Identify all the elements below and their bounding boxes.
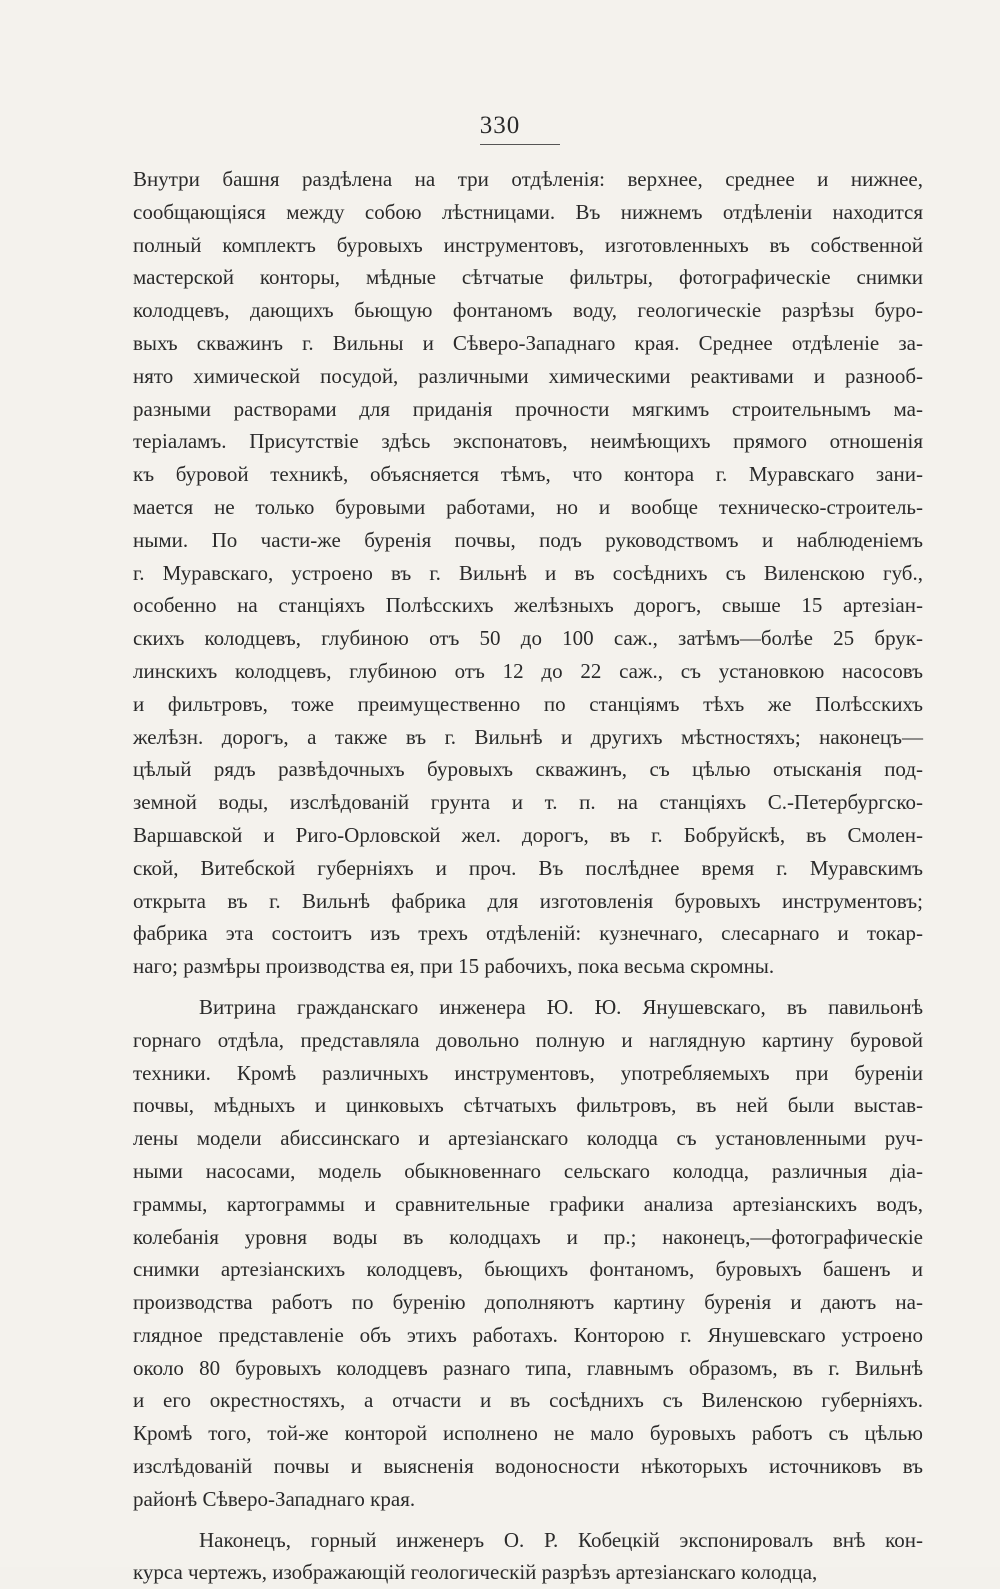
text-line: особенно на станціяхъ Полѣсскихъ желѣзныхъ дорогъ, свыше 15 артезіан- bbox=[133, 593, 923, 618]
text-line: Витрина гражданскаго инженера Ю. Ю. Янушевскаго, въ павильонѣ bbox=[199, 994, 923, 1019]
body-text bbox=[133, 163, 923, 1589]
paragraph bbox=[133, 991, 923, 1516]
text-line: районѣ Сѣверо-Западнаго края. bbox=[133, 1486, 416, 1511]
text-line: желѣзн. дорогъ, а также въ г. Вильнѣ и другихъ мѣстностяхъ; наконецъ— bbox=[133, 724, 923, 749]
text-line: ными. По части-же буренія почвы, подъ руководствомъ и наблюденіемъ bbox=[133, 527, 923, 552]
text-line: выхъ скважинъ г. Вильны и Сѣверо-Западнаго края. Среднее отдѣленіе за- bbox=[133, 330, 923, 355]
text-line: Варшавской и Риго-Орловской жел. дорогъ, въ г. Бобруйскѣ, въ Смолен- bbox=[133, 822, 923, 847]
text-line: ской, Витебской губерніяхъ и проч. Въ послѣднее время г. Муравскимъ bbox=[133, 855, 923, 880]
text-line: и его окрестностяхъ, а отчасти и въ сосѣднихъ съ Виленскою губерніяхъ. bbox=[133, 1388, 923, 1413]
text-line: курса чертежъ, изображающій геологическій разрѣзъ артезіанскаго колодца, bbox=[133, 1560, 818, 1585]
text-line: скихъ колодцевъ, глубиною отъ 50 до 100 саж., затѣмъ—болѣе 25 брук- bbox=[133, 626, 923, 651]
text-line: и фильтровъ, тоже преимущественно по станціямъ тѣхъ же Полѣсскихъ bbox=[133, 691, 923, 716]
text-line: около 80 буровыхъ колодцевъ разнаго типа, главнымъ образомъ, въ г. Вильнѣ bbox=[133, 1355, 923, 1380]
text-line: изслѣдованій почвы и выясненія водоносности нѣкоторыхъ источниковъ въ bbox=[133, 1454, 923, 1479]
text-line: полный комплектъ буровыхъ инструментовъ, изготовленныхъ въ собственной bbox=[133, 232, 923, 257]
text-line: разными растворами для приданія прочности мягкимъ строительнымъ ма- bbox=[133, 396, 923, 421]
text-line: производства работъ по буренію дополняютъ картину буренія и даютъ на- bbox=[133, 1290, 923, 1315]
text-line: колебанія уровня воды въ колодцахъ и пр.; наконецъ,—фотографическіе bbox=[133, 1224, 923, 1249]
paragraph-gap bbox=[133, 1516, 923, 1524]
text-line: мастерской конторы, мѣдные сѣтчатые фильтры, фотографическіе снимки bbox=[133, 265, 923, 290]
text-line: Наконецъ, горный инженеръ О. Р. Кобецкій экспонировалъ внѣ кон- bbox=[199, 1527, 923, 1552]
text-line: техники. Кромѣ различныхъ инструментовъ, употребляемыхъ при буреніи bbox=[133, 1060, 923, 1085]
text-line: мается не только буровыми работами, но и вообще техническо-строитель- bbox=[133, 494, 923, 519]
text-line: почвы, мѣдныхъ и цинковыхъ сѣтчатыхъ фильтровъ, въ ней были выстав- bbox=[133, 1093, 923, 1118]
text-line: линскихъ колодцевъ, глубиною отъ 12 до 22 саж., съ установкою насосовъ bbox=[133, 658, 923, 683]
text-line: Кромѣ того, той-же конторой исполнено не мало буровыхъ работъ съ цѣлью bbox=[133, 1421, 923, 1446]
text-line: нято химической посудой, различными химическими реактивами и разнооб- bbox=[133, 363, 923, 388]
text-line: горнаго отдѣла, представляла довольно полную и наглядную картину буровой bbox=[133, 1027, 923, 1052]
text-line: ными насосами, модель обыкновеннаго сельскаго колодца, различныя діа- bbox=[133, 1158, 923, 1183]
page-number: 330 bbox=[479, 112, 521, 139]
text-line: къ буровой техникѣ, объясняется тѣмъ, что контора г. Муравскаго зани- bbox=[133, 462, 923, 487]
text-line: сообщающіяся между собою лѣстницами. Въ нижнемъ отдѣленіи находится bbox=[133, 199, 923, 224]
text-line: Внутри башня раздѣлена на три отдѣленія: верхнее, среднее и нижнее, bbox=[133, 167, 923, 191]
text-line: лены модели абиссинскаго и артезіанскаго колодца съ установленными руч- bbox=[133, 1126, 923, 1151]
text-line: теріаламъ. Присутствіе здѣсь экспонатовъ, неимѣющихъ прямого отношенія bbox=[133, 429, 923, 454]
text-line: открыта въ г. Вильнѣ фабрика для изготовленія буровыхъ инструментовъ; bbox=[133, 888, 923, 913]
text-line: глядное представленіе объ этихъ работахъ. Конторою г. Янушевскаго устроено bbox=[133, 1322, 923, 1347]
text-line: снимки артезіанскихъ колодцевъ, бьющихъ фонтаномъ, буровыхъ башенъ и bbox=[133, 1257, 923, 1282]
text-line: граммы, картограммы и сравнительные графики анализа артезіанскихъ водъ, bbox=[133, 1191, 923, 1216]
text-line: г. Муравскаго, устроено въ г. Вильнѣ и въ сосѣднихъ съ Виленскою губ., bbox=[133, 560, 923, 585]
text-line: земной воды, изслѣдованій грунта и т. п. на станціяхъ С.-Петербургско- bbox=[133, 790, 923, 815]
text-line: цѣлый рядъ развѣдочныхъ буровыхъ скважинъ, съ цѣлью отысканія под- bbox=[133, 757, 923, 782]
text-line: фабрика эта состоитъ изъ трехъ отдѣленій: кузнечнаго, слесарнаго и токар- bbox=[133, 921, 923, 946]
paragraph bbox=[133, 1524, 923, 1589]
text-line: наго; размѣры производства ея, при 15 рабочихъ, пока весьма скромны. bbox=[133, 954, 775, 979]
paragraph bbox=[133, 163, 923, 983]
paragraph-gap bbox=[133, 983, 923, 991]
page-number-rule bbox=[480, 144, 560, 145]
text-line: колодцевъ, дающихъ бьющую фонтаномъ воду, геологическіе разрѣзы буро- bbox=[133, 298, 923, 323]
